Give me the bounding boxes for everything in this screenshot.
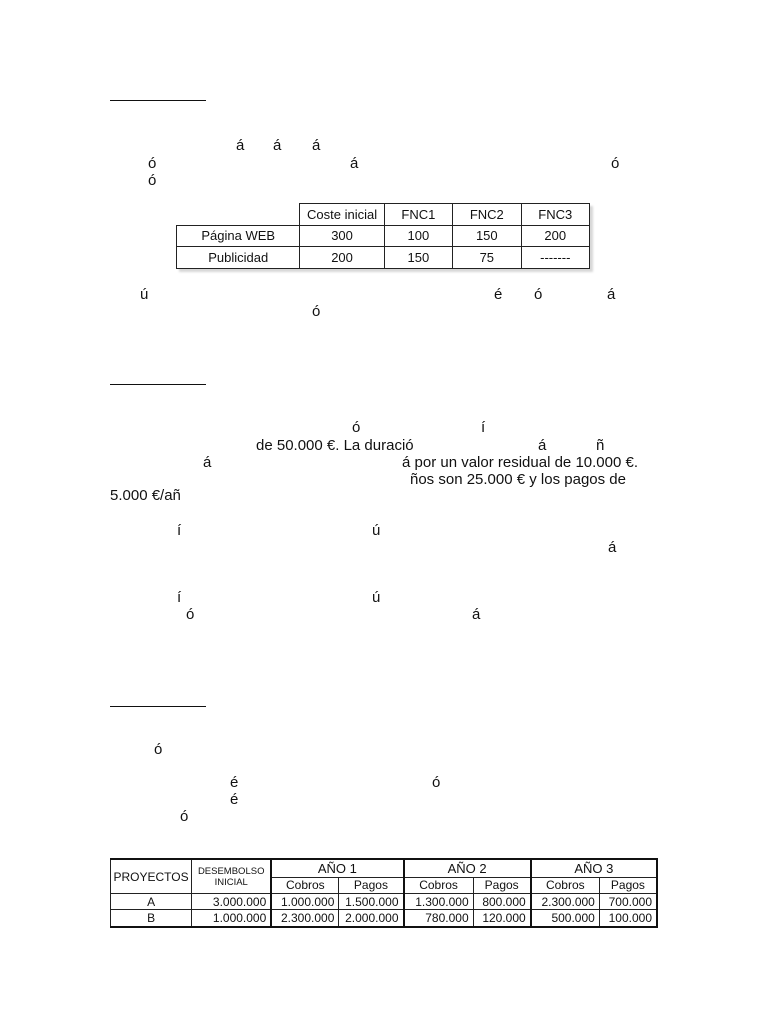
table-cell: 780.000 [404, 910, 474, 927]
table-header-cell: FNC1 [384, 204, 452, 226]
table-cell: Página WEB [177, 225, 300, 247]
table-subheader-cell: Pagos [599, 877, 657, 893]
text-fragment: á [312, 137, 321, 154]
table-subheader-cell: Cobros [271, 877, 339, 893]
table-header-row [177, 204, 590, 226]
table-cell: 75 [453, 247, 521, 269]
table-cell: 1.000.000 [271, 894, 339, 910]
text-line: 5.000 €/añ [110, 487, 181, 504]
table-header-cell: FNC3 [521, 204, 589, 226]
text-fragment: ó [154, 741, 163, 758]
text-fragment: á [236, 137, 245, 154]
table-header-cell [177, 204, 300, 226]
text-fragment: ó [432, 774, 441, 791]
table-subheader-cell: Cobros [531, 877, 600, 893]
table-header-cell: Coste inicial [300, 204, 384, 226]
section-1-heading-underline [110, 100, 206, 101]
text-line: á por un valor residual de 10.000 €. [402, 454, 638, 471]
table-cell: 1.300.000 [404, 894, 474, 910]
table-cell: 300 [300, 225, 384, 247]
text-fragment: í [177, 589, 182, 606]
year-header: AÑO 1 [271, 859, 403, 877]
year-header: AÑO 2 [404, 859, 531, 877]
text-fragment: ó [186, 606, 195, 623]
table-cell: 150 [453, 225, 521, 247]
table-row [111, 910, 658, 927]
table-subheader-cell: Pagos [339, 877, 404, 893]
projects-cashflow-table [110, 858, 658, 928]
text-line: ños son 25.000 € y los pagos de [410, 471, 626, 488]
table-cell: B [111, 910, 192, 927]
text-fragment: é [494, 286, 503, 303]
table-cell: 3.000.000 [192, 894, 272, 910]
text-fragment: ñ [596, 437, 605, 454]
text-fragment: ó [534, 286, 543, 303]
text-fragment: ú [140, 286, 149, 303]
text-fragment: é [230, 791, 239, 808]
text-fragment: ó [148, 155, 157, 172]
text-fragment: í [177, 522, 182, 539]
table-cell: 200 [521, 225, 589, 247]
table-header-cell: PROYECTOS [111, 859, 192, 894]
table-cell: 2.000.000 [339, 910, 404, 927]
table-header-row [111, 859, 658, 877]
text-fragment: á [538, 437, 547, 454]
text-fragment: ó [148, 172, 157, 189]
table-cell: 100.000 [599, 910, 657, 927]
table-cell: 2.300.000 [531, 894, 600, 910]
table-cell: 800.000 [473, 894, 531, 910]
table-cell: 100 [384, 225, 452, 247]
table-cell: 2.300.000 [271, 910, 339, 927]
cost-table [176, 203, 590, 269]
table-header-cell: DESEMBOLSO INICIAL [192, 859, 272, 894]
text-fragment: ú [372, 589, 381, 606]
table-cell: 700.000 [599, 894, 657, 910]
text-fragment: ó [352, 419, 361, 436]
section-2-heading-underline [110, 384, 206, 385]
table-cell: A [111, 894, 192, 910]
table-row [177, 225, 590, 247]
table-cell: 200 [300, 247, 384, 269]
year-header: AÑO 3 [531, 859, 657, 877]
table-cell: 150 [384, 247, 452, 269]
table-cell: Publicidad [177, 247, 300, 269]
text-fragment: á [608, 539, 617, 556]
table-subheader-cell: Cobros [404, 877, 474, 893]
table-subheader-cell: Pagos [473, 877, 531, 893]
table-header-cell: FNC2 [453, 204, 521, 226]
text-fragment: á [350, 155, 359, 172]
table-cell: 1.000.000 [192, 910, 272, 927]
section-3-heading-underline [110, 706, 206, 707]
table-row [111, 894, 658, 910]
text-fragment: í [481, 419, 486, 436]
text-fragment: é [230, 774, 239, 791]
table-cell: ------- [521, 247, 589, 269]
table-row [177, 247, 590, 269]
text-fragment: ú [372, 522, 381, 539]
table-cell: 1.500.000 [339, 894, 404, 910]
text-fragment: ó [611, 155, 620, 172]
text-line: de 50.000 €. La duració [256, 437, 414, 454]
text-fragment: á [203, 454, 212, 471]
table-cell: 120.000 [473, 910, 531, 927]
text-fragment: ó [312, 303, 321, 320]
text-fragment: á [273, 137, 282, 154]
table-cell: 500.000 [531, 910, 600, 927]
text-fragment: ó [180, 808, 189, 825]
text-fragment: á [607, 286, 616, 303]
text-fragment: á [472, 606, 481, 623]
